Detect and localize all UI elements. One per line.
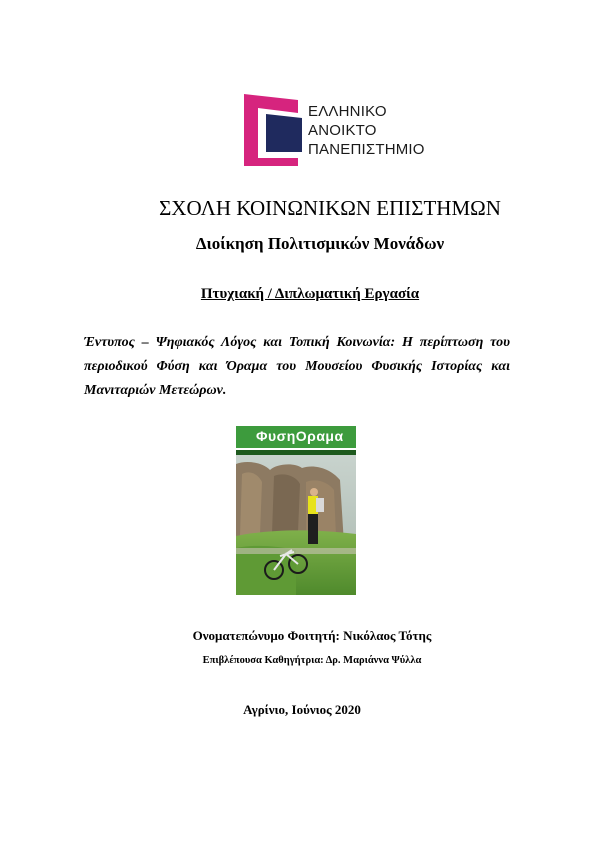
student-name: Ονοματεπώνυμο Φοιτητή: Νικόλαος Τότης xyxy=(192,628,432,643)
place-date: Αγρίνιο, Ιούνιος 2020 xyxy=(243,702,361,717)
logo-line-3: ΠΑΝΕΠΙΣΤΗΜΙΟ xyxy=(308,141,425,158)
thesis-title: Έντυπος – Ψηφιακός Λόγος και Τοπική Κοινωνία: Η περίπτωση του περιοδικού Φύση και Όραμα του Μουσείου Φυσικής Ιστορίας και Μανιταριών Μετεώρων. xyxy=(84,335,510,398)
department-heading: Διοίκηση Πολιτισμικών Μονάδων xyxy=(195,234,445,253)
supervisor-name: Επιβλέπουσα Καθηγήτρια: Δρ. Μαριάννα Ψύλλα xyxy=(202,655,422,666)
logo-line-1: ΕΛΛΗΝΙΚΟ xyxy=(308,103,387,120)
university-logo-icon xyxy=(244,94,306,166)
logo-text xyxy=(308,102,425,159)
university-logo xyxy=(244,94,434,166)
magazine-cover xyxy=(236,424,356,595)
cover-masthead: ΦυσηΟραμα xyxy=(256,428,344,444)
logo-line-2: ΑΝΟΙΚΤΟ xyxy=(308,122,377,139)
school-heading: ΣΧΟΛΗ ΚΟΙΝΩΝΙΚΩΝ ΕΠΙΣΤΗΜΩΝ xyxy=(159,196,501,220)
magazine-cover-image xyxy=(236,424,356,595)
thesis-type: Πτυχιακή / Διπλωματική Εργασία xyxy=(200,286,420,302)
